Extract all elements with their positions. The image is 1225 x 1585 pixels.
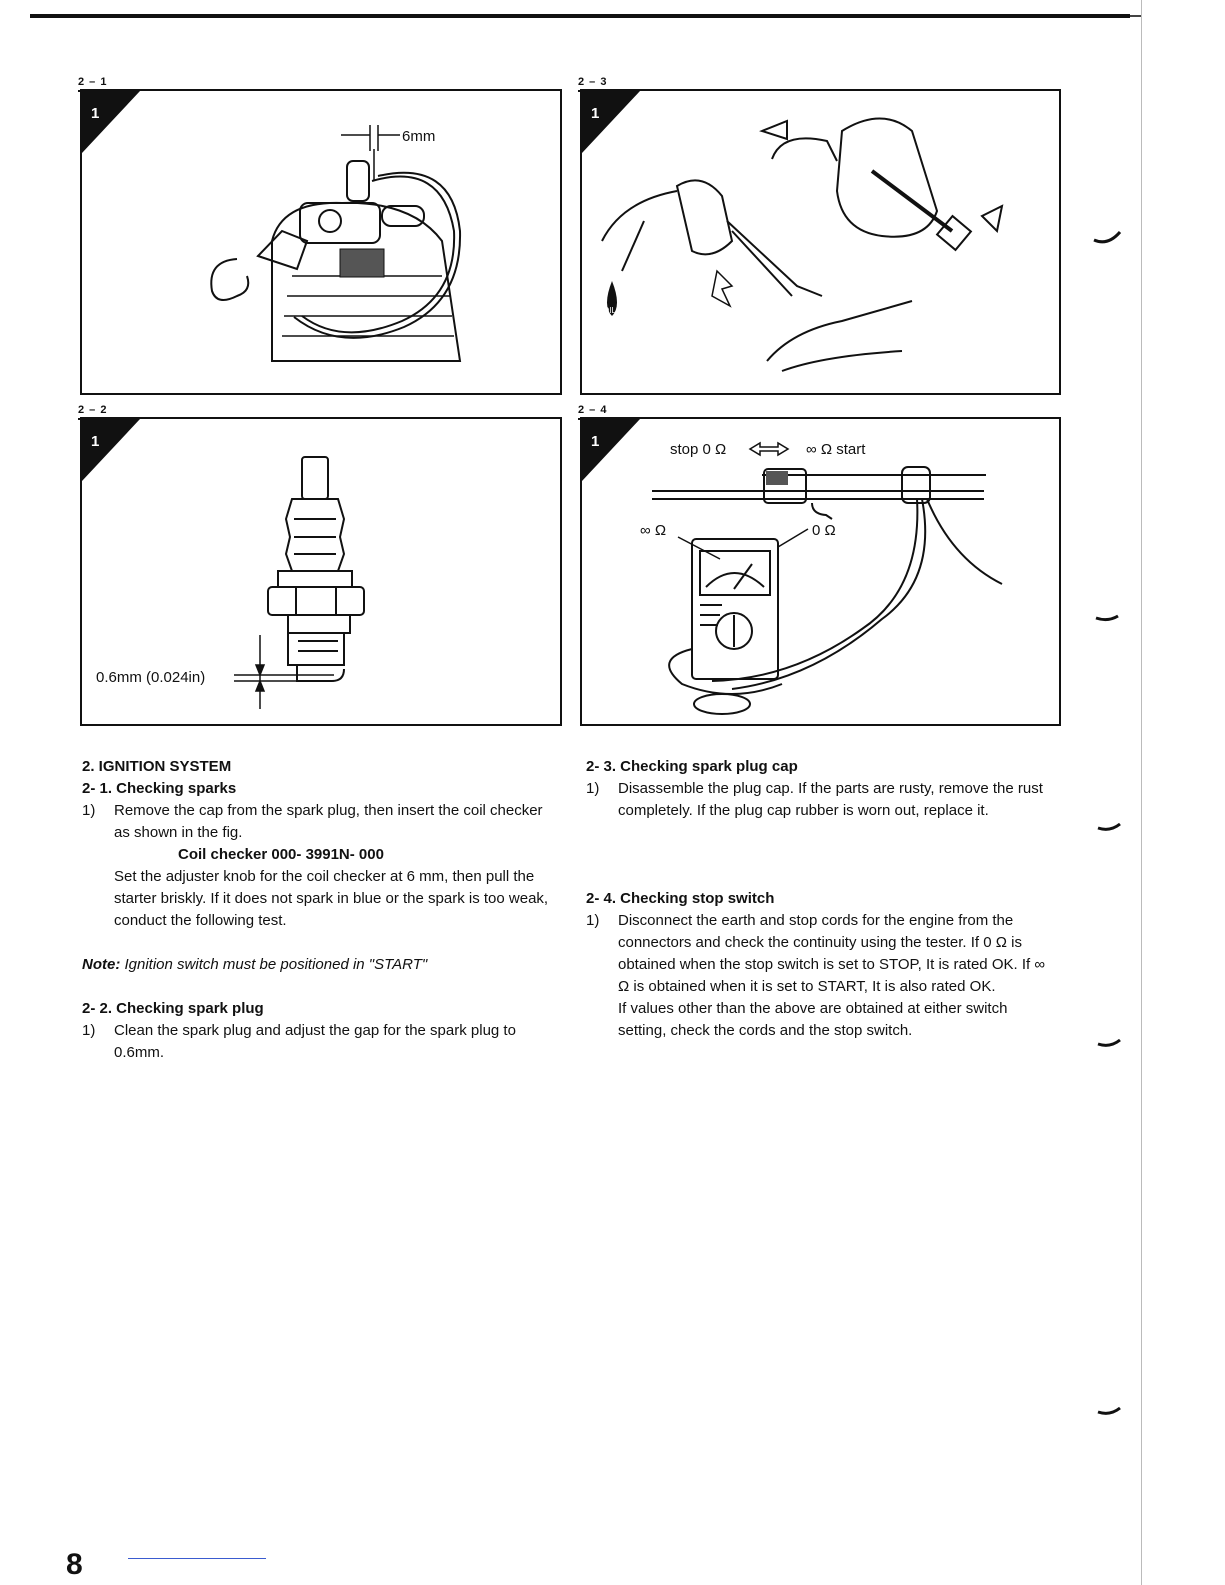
subsection-2-4-paragraph: If values other than the above are obtained at either switch setting, check the cords and the stop switch. [618,1000,1008,1039]
oil-label: OIL [603,306,616,315]
footer-line [128,1558,266,1559]
subsection-2-2-item [82,1020,552,1064]
fig-2-4-drawing [582,419,1059,724]
badge-number: 1 [591,105,600,122]
note [82,954,552,976]
fig-2-3-plug-cap [580,89,1061,395]
tester-icon [669,539,782,714]
item-text: Disassemble the plug cap. If the parts are rusty, remove the rust completely. If the plug cap rubber is worn out, replace it. [618,780,1043,819]
fig-2-3-label: 2 – 3 [578,76,608,88]
section-title: 2. IGNITION SYSTEM [82,758,232,775]
note-text: Ignition switch must be positioned in "START" [120,956,428,973]
double-arrow-icon [750,443,788,455]
corner-badge [582,91,640,153]
badge-number: 1 [591,433,600,450]
subsection-2-3-title: 2- 3. Checking spark plug cap [586,758,798,775]
stop-label: stop 0 Ω [670,441,727,458]
item-number: 1) [586,912,600,929]
item-number: 1) [586,780,600,797]
fig-2-1-label: 2 – 1 [78,76,108,88]
right-column [586,756,1050,1042]
fig-2-2-label: 2 – 2 [78,404,108,416]
page-edge [1141,0,1142,1585]
fig-2-4-stop-switch [580,417,1061,726]
subsection-2-2-title: 2- 2. Checking spark plug [82,1000,264,1017]
subsection-2-1-paragraph: Set the adjuster knob for the coil checker at 6 mm, then pull the starter briskly. If it does not spark in blue or the spark is too weak, conduct the following test. [114,868,549,929]
subsection-2-4-item [586,910,1050,998]
fig-2-1-coil-checker [80,89,562,395]
gap-callout-label: 6mm [402,128,436,145]
subsection-2-1-item [82,800,552,844]
infinity-label: ∞ Ω [640,522,667,539]
corner-badge [82,91,140,153]
fig-2-3-drawing [582,91,1059,393]
plug-cap-icon [602,119,1002,372]
gap-dimension-label: 0.6mm (0.024in) [96,669,206,686]
gap-callout-icon [341,125,400,181]
page-number: 8 [66,1548,83,1581]
gap-dimension-icon [234,635,334,709]
corner-badge [82,419,140,481]
item-text: Clean the spark plug and adjust the gap for the spark plug to 0.6mm. [114,1022,516,1061]
fig-2-1-drawing [82,91,560,393]
item-number: 1) [82,802,96,819]
switch-knob [766,471,788,485]
item-text: Remove the cap from the spark plug, then insert the coil checker as shown in the fig. [114,802,543,841]
zero-label: 0 Ω [812,522,836,539]
badge-number: 1 [91,105,100,122]
note-label: Note: [82,956,121,973]
left-column [82,756,552,1064]
item-number: 1) [82,1022,96,1039]
coil-checker-part: Coil checker 000- 3991N- 000 [178,846,384,863]
start-label: ∞ Ω start [806,441,866,458]
engine-icon [211,161,460,361]
oil-arrow [622,221,644,271]
corner-badge [582,419,640,481]
spark-plug-icon [268,457,364,681]
badge-number: 1 [91,433,100,450]
fig-2-2-spark-plug [80,417,562,726]
margin-marks [1090,220,1130,1420]
fig-2-4-label: 2 – 4 [578,404,608,416]
item-text: Disconnect the earth and stop cords for the engine from the connectors and check the continuity using the tester. If 0 Ω is obtained when the stop switch is set to STOP, It is rated OK. If ∞ Ω is obtained when it is set to START, It is also rated OK. [618,912,1046,995]
subsection-2-4-title: 2- 4. Checking stop switch [586,890,775,907]
fig-2-2-drawing [82,419,560,724]
subsection-2-1-title: 2- 1. Checking sparks [82,780,237,797]
handle-icon [652,467,1002,689]
subsection-2-3-item [586,778,1050,822]
top-rule [30,14,1130,18]
down-arrow-icon [712,271,732,306]
coil-checker-grip [340,249,384,277]
